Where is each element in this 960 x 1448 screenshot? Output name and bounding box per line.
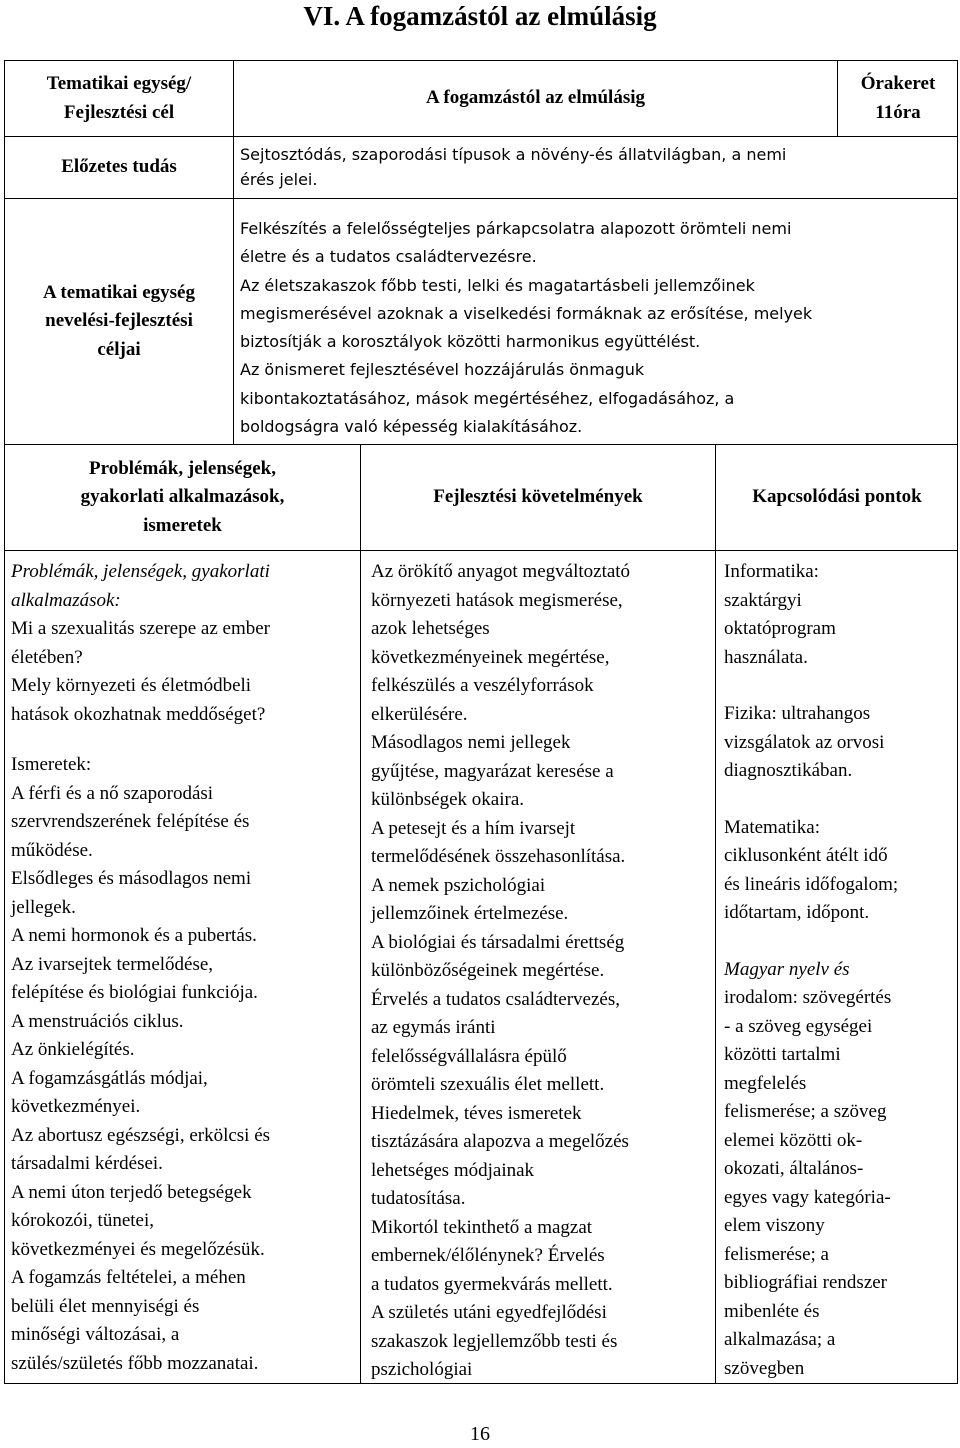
- problem-line: Mely környezeti és életmódbeli: [11, 675, 252, 696]
- unit-title-cell: [234, 61, 838, 137]
- requirement-line: felelősségvállalásra épülő: [371, 1045, 567, 1067]
- prior-knowledge-line: érés jelei.: [240, 170, 318, 189]
- knowledge-line: A fogamzásgátlás módjai,: [11, 1067, 208, 1089]
- requirement-line: termelődésének összehasonlítása.: [371, 846, 626, 867]
- requirement-line: elkerülésére.: [371, 703, 468, 725]
- magyar-line: szövegben: [724, 1357, 805, 1379]
- magyar-line: alkalmazása; a: [724, 1329, 836, 1350]
- page-number: 16: [470, 1423, 490, 1445]
- magyar-line: mibenléte és: [724, 1300, 820, 1322]
- goals-label-line: nevelési-fejlesztési: [45, 310, 193, 332]
- col2-header: [361, 445, 716, 551]
- matematika-line: ciklusonként átélt idő: [724, 845, 888, 866]
- requirement-line: gyűjtése, magyarázat keresése a: [371, 760, 614, 782]
- problems-knowledge-cell: [5, 551, 361, 1384]
- hours-value: 11óra: [875, 101, 921, 123]
- magyar-line: közötti tartalmi: [724, 1044, 841, 1065]
- col1-header: [5, 445, 361, 551]
- page-title: VI. A fogamzástól az elmúlásig: [303, 1, 657, 31]
- requirement-line: A biológiai és társadalmi érettség: [371, 931, 625, 953]
- requirement-line: jellemzőinek értelmezése.: [371, 903, 569, 924]
- goals-line: Felkészítés a felelősségteljes párkapcsolatra alapozott örömteli nemi: [240, 219, 792, 238]
- knowledge-line: A menstruációs ciklus.: [11, 1010, 184, 1032]
- magyar-line: - a szöveg egységei: [724, 1015, 873, 1037]
- knowledge-line: szervrendszerének felépítése és: [11, 811, 250, 832]
- knowledge-line: minőségi változásai, a: [11, 1324, 180, 1345]
- requirement-line: embernek/élőlénynek? Érvelés: [371, 1245, 605, 1266]
- magyar-line: elem viszony: [724, 1215, 825, 1236]
- knowledge-line: Elsődleges és másodlagos nemi: [11, 868, 252, 889]
- matematika-line: Matematika:: [724, 816, 821, 838]
- requirement-line: lehetséges módjainak: [371, 1159, 535, 1181]
- requirement-line: Hiedelmek, téves ismeretek: [371, 1102, 582, 1124]
- knowledge-line: kórokozói, tünetei,: [11, 1210, 154, 1231]
- knowledge-line: Az abortusz egészségi, erkölcsi és: [11, 1124, 271, 1146]
- magyar-line: bibliográfiai rendszer: [724, 1272, 888, 1293]
- knowledge-line: társadalmi kérdései.: [11, 1153, 163, 1174]
- col3-header: [716, 445, 958, 551]
- col3-header-text: Kapcsolódási pontok: [752, 486, 922, 508]
- requirement-line: A nemek pszichológiai: [371, 874, 546, 896]
- goals-text-cell: [234, 199, 958, 445]
- hours-cell: [838, 61, 958, 137]
- knowledge-line: következményei.: [11, 1096, 141, 1117]
- requirement-line: pszichológiai: [371, 1359, 473, 1380]
- fizika-line: Fizika: ultrahangos: [724, 703, 871, 724]
- requirement-line: különbségek okaira.: [371, 789, 525, 810]
- knowledge-heading: Ismeretek:: [11, 754, 92, 775]
- goals-line: boldogságra való képesség kialakításához.: [240, 417, 583, 437]
- goals-line: Az önismeret fejlesztésével hozzájárulás önmaguk: [240, 360, 645, 380]
- goals-line: kibontakoztatásához, mások megértéséhez, elfogadásához, a: [240, 388, 735, 408]
- magyar-line: elemei közötti ok-: [724, 1129, 863, 1151]
- knowledge-line: A nemi hormonok és a pubertás.: [11, 925, 257, 946]
- magyar-heading: Magyar nyelv és: [724, 958, 850, 980]
- requirement-line: tudatosítása.: [371, 1188, 466, 1209]
- knowledge-line: felépítése és biológiai funkciója.: [11, 982, 258, 1003]
- knowledge-line: következményei és megelőzésük.: [11, 1238, 265, 1260]
- knowledge-line: A fogamzás feltételei, a méhen: [11, 1267, 246, 1288]
- col1-header-line: gyakorlati alkalmazások,: [80, 486, 285, 508]
- requirement-line: szakaszok legjellemzőbb testi és: [371, 1330, 618, 1352]
- fizika-line: vizsgálatok az orvosi: [724, 731, 885, 753]
- knowledge-line: szülés/születés főbb mozzanatai.: [11, 1352, 259, 1374]
- col1-header-line: ismeretek: [143, 514, 222, 536]
- goals-line: megismerésével azoknak a viselkedési formáknak az erősítése, melyek: [240, 303, 813, 323]
- requirement-line: az egymás iránti: [371, 1017, 496, 1038]
- prior-knowledge-text-cell: [234, 137, 958, 199]
- problems-heading-line: alkalmazások:: [11, 589, 121, 611]
- matematika-line: időtartam, időpont.: [724, 902, 870, 923]
- magyar-line: felismerése; a szöveg: [724, 1101, 887, 1122]
- col1-header-line: Problémák, jelenségek,: [89, 457, 276, 479]
- requirement-line: A születés utáni egyedfejlődési: [371, 1302, 607, 1323]
- thematic-unit-label-line: Tematikai egység/: [46, 73, 192, 94]
- requirement-line: azok lehetséges: [371, 618, 490, 639]
- magyar-line: felismerése; a: [724, 1243, 829, 1265]
- informatika-line: szaktárgyi: [724, 589, 802, 611]
- informatika-line: használata.: [724, 646, 808, 668]
- magyar-line: irodalom: szövegértés: [724, 987, 892, 1008]
- requirement-line: örömteli szexuális élet mellett.: [371, 1074, 605, 1095]
- prior-knowledge-line: Sejtosztódás, szaporodási típusok a növény-és állatvilágban, a nemi: [240, 145, 787, 164]
- knowledge-line: jellegek.: [11, 896, 76, 918]
- problem-line: életében?: [11, 646, 83, 668]
- requirement-line: A petesejt és a hím ivarsejt: [371, 817, 576, 839]
- requirement-line: különbözőségeinek megértése.: [371, 960, 605, 981]
- prior-knowledge-label: Előzetes tudás: [61, 156, 177, 178]
- problem-line: hatások okozhatnak meddőséget?: [11, 703, 266, 725]
- goals-line: életre és a tudatos családtervezésre.: [240, 247, 537, 267]
- unit-title: A fogamzástól az elmúlásig: [425, 87, 645, 109]
- informatika-line: oktatóprogram: [724, 618, 836, 639]
- hours-label: Órakeret: [860, 73, 936, 94]
- requirement-line: következményeinek megértése,: [371, 646, 610, 668]
- goals-label-cell: [5, 199, 234, 445]
- col2-header-text: Fejlesztési követelmények: [433, 486, 643, 508]
- informatika-line: Informatika:: [724, 561, 819, 582]
- requirement-line: felkészülés a veszélyforrások: [371, 675, 594, 696]
- magyar-line: megfelelés: [724, 1072, 807, 1094]
- goals-label-line: céljai: [97, 338, 141, 360]
- knowledge-line: belüli élet mennyiségi és: [11, 1295, 200, 1317]
- magyar-line: egyes vagy kategória-: [724, 1186, 891, 1208]
- thematic-unit-label-cell: [5, 61, 234, 137]
- requirement-line: Az örökítő anyagot megváltoztató: [371, 561, 631, 582]
- thematic-unit-label-line: Fejlesztési cél: [63, 101, 175, 123]
- requirement-line: tisztázására alapozva a megelőzés: [371, 1131, 629, 1152]
- requirement-line: Mikortól tekinthető a magzat: [371, 1216, 593, 1238]
- goals-line: biztosítják a korosztályok közötti harmonikus együttélést.: [240, 332, 701, 352]
- knowledge-line: A nemi úton terjedő betegségek: [11, 1181, 252, 1203]
- goals-line: Az életszakaszok főbb testi, lelki és magatartásbeli jellemzőinek: [240, 275, 755, 295]
- development-requirements-cell: [361, 551, 716, 1384]
- connection-points-cell: [716, 551, 958, 1384]
- goals-label-line: A tematikai egység: [43, 281, 195, 303]
- knowledge-line: A férfi és a nő szaporodási: [11, 782, 214, 804]
- curriculum-table: [4, 60, 958, 1384]
- knowledge-line: Az ivarsejtek termelődése,: [11, 953, 214, 975]
- prior-knowledge-label-cell: [5, 137, 234, 199]
- requirement-line: környezeti hatások megismerése,: [371, 589, 623, 611]
- requirement-line: a tudatos gyermekvárás mellett.: [371, 1273, 613, 1295]
- problems-heading-line: Problémák, jelenségek, gyakorlati: [11, 561, 270, 582]
- matematika-line: és lineáris időfogalom;: [724, 873, 899, 895]
- requirement-line: Másodlagos nemi jellegek: [371, 732, 571, 753]
- knowledge-line: Az önkielégítés.: [11, 1039, 135, 1060]
- problem-line: Mi a szexualitás szerepe az ember: [11, 618, 271, 639]
- fizika-line: diagnosztikában.: [724, 760, 853, 781]
- magyar-line: okozati, általános-: [724, 1158, 864, 1179]
- knowledge-line: működése.: [11, 839, 93, 861]
- requirement-line: Érvelés a tudatos családtervezés,: [371, 988, 620, 1010]
